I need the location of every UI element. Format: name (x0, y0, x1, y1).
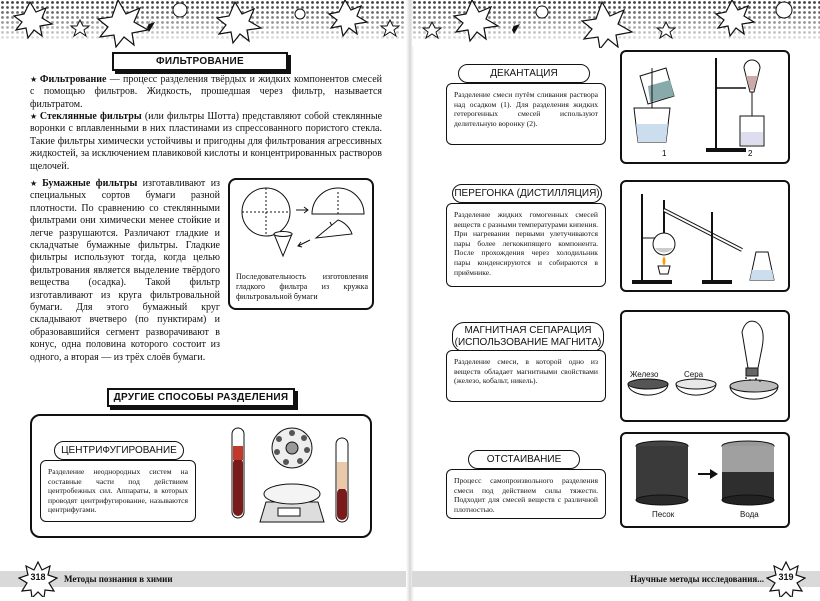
settling-figure (620, 432, 790, 528)
distillation-description: Разделение жидких гомогенных смесей веществ с разными температурами кипения. При нагревании первыми улетучиваются пары более легкокипящего компонента. После прохождения через холодильник пары конденсируются и собираются в приёмнике. (446, 203, 606, 287)
other-methods-section-title: ДРУГИЕ СПОСОБЫ РАЗДЕЛЕНИЯ (107, 388, 295, 407)
magnetic-separation-figure (620, 310, 790, 422)
magnetic-separation-title (452, 322, 604, 352)
filtration-definition: ★ Фильтрование — процесс разделения твёрдых и жидких компонентов смесей с помощью фильтров. Жидкость, прошедшая через фильтр, называется фильтратом. (30, 74, 382, 110)
filtration-section-title: ФИЛЬТРОВАНИЕ (112, 52, 288, 71)
comic-header-decoration (412, 0, 820, 48)
magnet-bowls-illustration (622, 312, 788, 420)
water-label: Вода (740, 510, 759, 519)
right-footer-bar (412, 571, 820, 587)
decantation-figure (620, 50, 790, 164)
distillation-figure (620, 180, 790, 292)
decantation-description: Разделение смеси путём сливания раствора над осадком (1). Для разделения жидких гетерогенных смесей используют делительную воронку (2). (446, 83, 606, 145)
filter-folding-illustration (230, 180, 372, 262)
left-footer-title: Методы познания в химии (64, 574, 173, 584)
star-bullet-icon: ★ (30, 179, 41, 188)
right-footer-title: Научные методы исследования... (630, 574, 764, 584)
filter-folding-figure (228, 178, 374, 310)
iron-label: Железо (630, 370, 659, 379)
distillation-illustration (622, 182, 788, 290)
decantation-label-2: 2 (748, 149, 753, 158)
comic-header-decoration (0, 0, 408, 48)
settling-title: ОТСТАИВАНИЕ (468, 450, 580, 469)
centrifuge-illustration (226, 418, 366, 536)
settling-illustration (622, 434, 788, 508)
filter-figure-caption: Последовательность изготовления гладкого фильтра из кружка фильтровальной бумаги (236, 272, 368, 301)
decantation-label-1: 1 (662, 149, 667, 158)
left-page (0, 0, 408, 601)
paper-filters-paragraph: ★ Бумажные фильтры изготавливают из специальных сортов бумаги разной плотности. По сравнению со стеклянными фильтрами они химически менее стойкие и легче разрушаются. Различают гладкие и складчатые бумажные фильтры. Гладкие фильтры используют тогда, когда целью фильтрования является выделение твёрдого вещества (осадка). Такой фильтр изготавливают из круга фильтровальной бумаги. Для этого бумажный круг складывают вчетверо (по пунктирам) и образовавшийся сегмент разворачивают в конус, одна половина которого состоит из одного, а вторая — из трёх слоёв бумаги. (30, 178, 220, 363)
star-bullet-icon: ★ (30, 112, 38, 121)
right-page-number: 319 (778, 572, 794, 582)
settling-description: Процесс самопроизвольного разделения смеси под действием силы тяжести. Подходит для смесей веществ с различной плотностью. (446, 469, 606, 519)
magnetic-title-line2: (ИСПОЛЬЗОВАНИЕ МАГНИТА) (454, 337, 602, 348)
decantation-illustration (622, 52, 788, 162)
sand-label: Песок (652, 510, 675, 519)
left-page-number: 318 (30, 572, 46, 582)
decantation-title: ДЕКАНТАЦИЯ (458, 64, 590, 83)
sulfur-label: Сера (684, 370, 704, 379)
centrifugation-title: ЦЕНТРИФУГИРОВАНИЕ (54, 441, 184, 460)
star-bullet-icon: ★ (30, 75, 38, 84)
magnetic-title-line1: МАГНИТНАЯ СЕПАРАЦИЯ (464, 325, 592, 336)
glass-filters-paragraph: ★ Стеклянные фильтры (или фильтры Шотта) представляют собой стеклянные воронки с вплавленными в них пластинами из спрессованного пористого стекла. Такие фильтры химически устойчивы и пригодны для фильтрования агрессивных жидкостей, за исключением плавиковой кислоты и концентрированных растворов щелочей. (30, 111, 383, 172)
centrifugation-description: Разделение неоднородных систем на составные части под действием центробежных сил. Аппараты, в которых проводят центрифугирование, называются центрифугами. (40, 460, 196, 522)
right-page-number-badge (766, 561, 806, 597)
distillation-title: ПЕРЕГОНКА (ДИСТИЛЛЯЦИЯ) (452, 184, 602, 203)
right-page (412, 0, 820, 601)
left-footer-bar (0, 571, 408, 587)
left-page-number-badge (18, 561, 58, 597)
magnetic-separation-description: Разделение смеси, в которой одно из веществ обладает магнитными свойствами (железо, кобальт, никель). (446, 350, 606, 402)
